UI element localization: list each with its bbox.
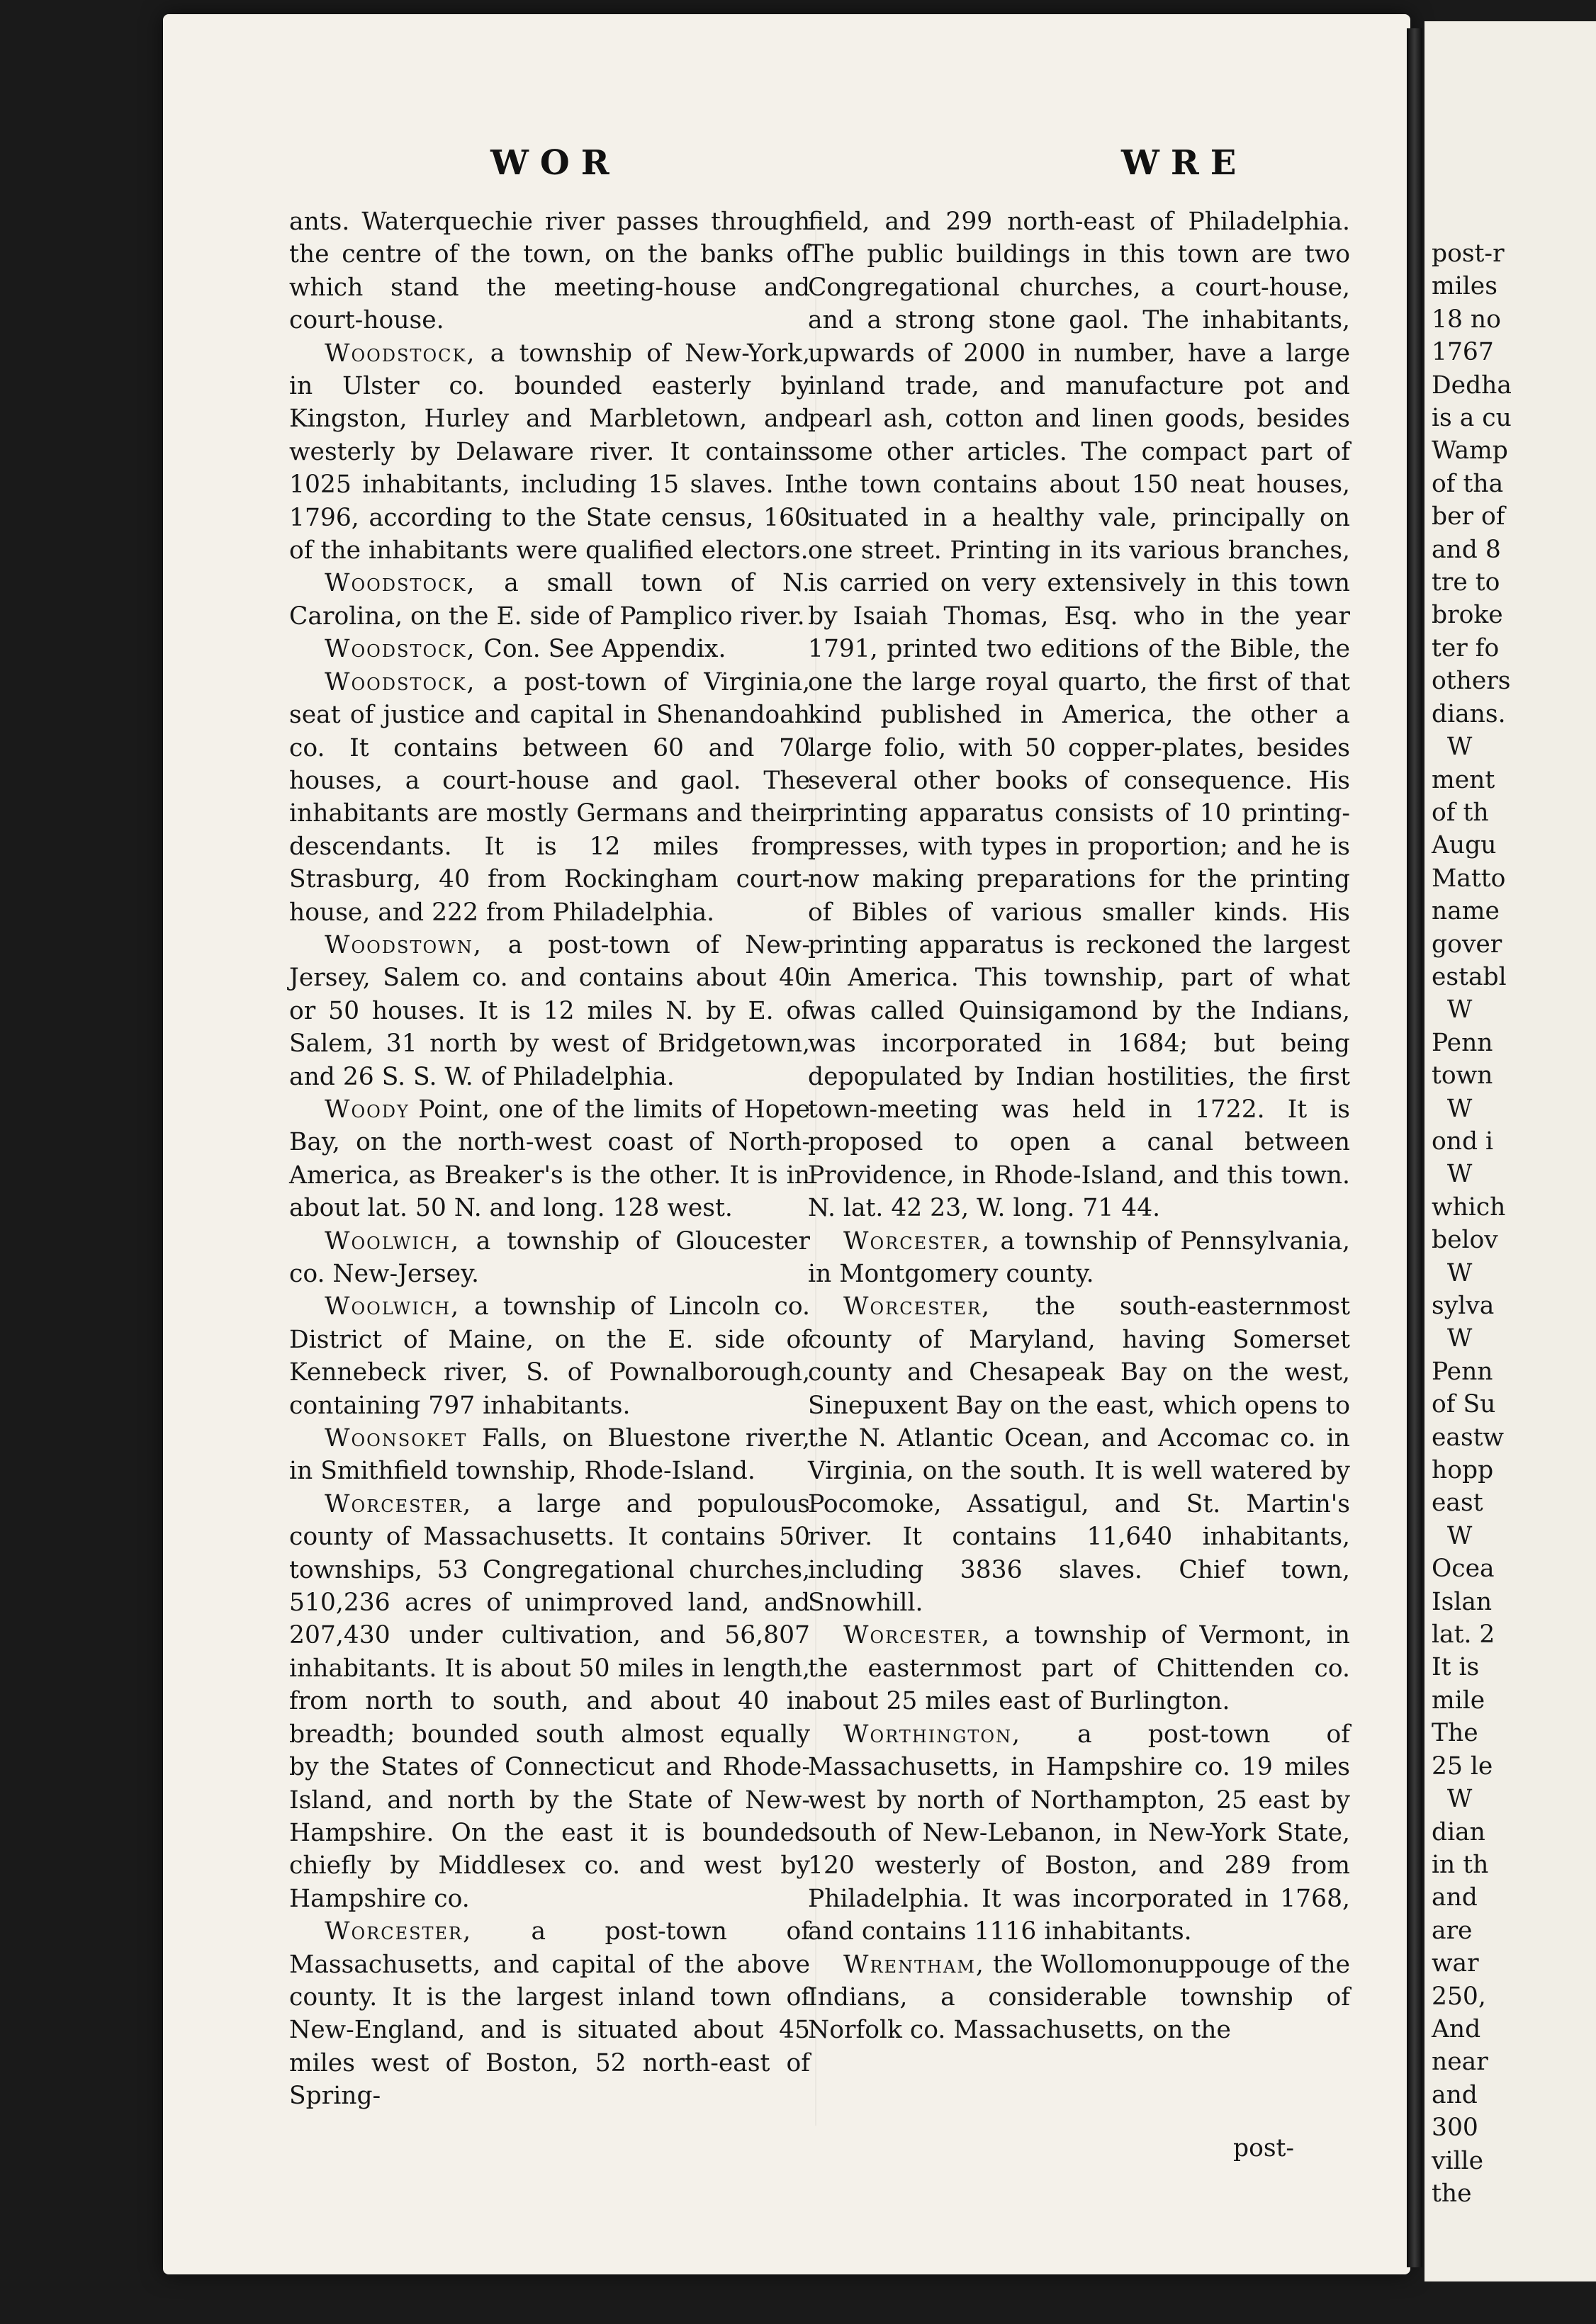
gazetteer-entry bbox=[289, 1225, 810, 1291]
entry-headword: Woolwich, bbox=[325, 1292, 461, 1321]
entry-headword: Woodstown, bbox=[325, 930, 483, 959]
running-head-left: WOR bbox=[490, 143, 621, 183]
entry-text: a township of Gloucester co. New-Jersey. bbox=[289, 1226, 810, 1288]
entry-text: a township of Lincoln co. District of Maine, on the E. side of Kennebeck river, S. of Pownalborough, containing 797 inhabitants. bbox=[289, 1292, 810, 1420]
gazetteer-entry bbox=[289, 1422, 810, 1488]
facing-page-fragment bbox=[1424, 21, 1596, 2281]
entry-text: Point, one of the limits of Hope Bay, on the north-west coast of North-America, as Breaker's is the other. It is in about lat. 50 N. and long. 128 west. bbox=[289, 1095, 810, 1223]
gazetteer-entry bbox=[808, 1948, 1350, 2047]
gazetteer-entry bbox=[808, 1619, 1350, 1717]
entry-headword: Worcester, bbox=[843, 1292, 991, 1321]
entry-text: a small town of N. Carolina, on the E. side of Pamplico river. bbox=[289, 569, 810, 631]
entry-text: a township of Vermont, in the easternmost part of Chittenden co. about 25 miles east of Burlington. bbox=[808, 1621, 1350, 1716]
entry-headword: Woodstock, bbox=[325, 569, 476, 598]
gazetteer-entry bbox=[289, 1915, 810, 2112]
gazetteer-entry bbox=[289, 567, 810, 633]
gazetteer-entry bbox=[289, 666, 810, 929]
gazetteer-entry bbox=[808, 1718, 1350, 1948]
entry-headword: Worthington, bbox=[843, 1720, 1022, 1749]
entry-text: a post-town of New-Jersey, Salem co. and contains about 40 or 50 houses. It is 12 miles N. by E. of Salem, 31 north by west of Bridgetown, and 26 S. S. W. of Philadelphia. bbox=[289, 930, 810, 1091]
entry-text: ants. Waterquechie river passes through the centre of the town, on the banks of which stand the meeting-house and court-house. bbox=[289, 208, 810, 335]
facing-page-text: post-r miles 18 no 1767 Dedha is a cu Wamp of tha ber of and 8 tre to broke ter fo others dians. W ment of th Augu Matto name gover establ W Penn town W ond i W which belov W sylva W Penn of Su eastw hopp east W Ocea Islan lat. 2 It is mile The 25 le W dian in th and are war 250, And near and 300 ville the bbox=[1432, 239, 1512, 2208]
entry-text: field, and 299 north-east of Philadelphia. The public buildings in this town are two Congregational churches, a court-house, and a strong stone gaol. The inhabitants, upwards of 2000 in number, have a large inland trade, and manufacture pot and pearl ash, cotton and linen goods, besides some other articles. The compact part of the town contains about 150 neat houses, situated in a healthy vale, principally on one street. Printing in its various branches, is carried on very extensively in this town by Isaiah Thomas, Esq. who in the year 1791, printed two editions of the Bible, the one the large royal quarto, the first of that kind published in America, the other a large folio, with 50 copper-plates, besides several other books of consequence. His printing apparatus consists of 10 printing-presses, with types in proportion; and he is now making preparations for the printing of Bibles of various smaller kinds. His printing apparatus is reckoned the largest in America. This township, part of what was called Quinsigamond by the Indians, was incorporated in 1684; but being depopulated by Indian hostilities, the first town-meeting was held in 1722. It is proposed to open a canal between Providence, in Rhode-Island, and this town. N. lat. 42 23, W. long. 71 44. bbox=[808, 208, 1350, 1223]
gazetteer-entry bbox=[808, 205, 1350, 1225]
gazetteer-entry bbox=[289, 929, 810, 1093]
entry-headword: Worcester, bbox=[325, 1489, 473, 1518]
gazetteer-entry bbox=[289, 205, 810, 337]
entry-text: a post-town of Massachusetts, and capital of the above county. It is the largest inland town of New-England, and is situated about 45 miles west of Boston, 52 north-east of Spring- bbox=[289, 1917, 810, 2111]
entry-text: a township of Pennsylvania, in Montgomery county. bbox=[808, 1226, 1350, 1288]
gazetteer-entry bbox=[808, 1290, 1350, 1619]
entry-text: Con. See Appendix. bbox=[476, 635, 726, 664]
entry-headword: Worcester, bbox=[843, 1226, 991, 1256]
gazetteer-entry bbox=[289, 633, 810, 665]
entry-headword: Wrentham, bbox=[843, 1950, 985, 1979]
entry-text: the south-easternmost county of Maryland, having Somerset county and Chesapeak Bay on the west, Sinepuxent Bay on the east, which opens to the N. Atlantic Ocean, and Accomac co. in Virginia, on the south. It is well watered by Pocomoke, Assatigul, and St. Martin's river. It contains 11,640 inhabitants, including 3836 slaves. Chief town, Snowhill. bbox=[808, 1292, 1350, 1618]
entry-headword: Worcester, bbox=[843, 1621, 991, 1650]
gazetteer-entry bbox=[289, 1093, 810, 1225]
right-column bbox=[808, 205, 1350, 2047]
entry-headword: Woodstock, bbox=[325, 635, 476, 664]
entry-headword: Woody bbox=[325, 1095, 410, 1124]
running-head-right: WRE bbox=[1121, 143, 1248, 183]
entry-text: a post-town of Massachusetts, in Hampshire co. 19 miles west by north of Northampton, 25 east by south of New-Lebanon, in New-York State, 120 westerly of Boston, and 289 from Philadelphia. It was incorporated in 1768, and contains 1116 inhabitants. bbox=[808, 1720, 1350, 1946]
entry-headword: Woonsoket bbox=[325, 1424, 468, 1453]
entry-text: a large and populous county of Massachusetts. It contains 50 townships, 53 Congregational churches, 510,236 acres of unimproved land, and 207,430 under cultivation, and 56,807 inhabitants. It is about 50 miles in length, from north to south, and about 40 in breadth; bounded south almost equally by the States of Connecticut and Rhode-Island, and north by the State of New-Hampshire. On the east it is bounded chiefly by Middlesex co. and west by Hampshire co. bbox=[289, 1489, 810, 1913]
gazetteer-entry bbox=[289, 337, 810, 568]
entry-text: a township of New-York, in Ulster co. bounded easterly by Kingston, Hurley and Marbletown, and westerly by Delaware river. It contains 1025 inhabitants, including 15 slaves. In 1796, according to the State census, 160 of the inhabitants were qualified electors. bbox=[289, 339, 810, 565]
catchword: post- bbox=[1233, 2134, 1295, 2162]
entry-headword: Woodstock, bbox=[325, 667, 476, 696]
gazetteer-entry bbox=[289, 1488, 810, 1915]
gazetteer-entry bbox=[808, 1225, 1350, 1291]
entry-headword: Woodstock, bbox=[325, 339, 476, 368]
gazetteer-entry bbox=[289, 1290, 810, 1422]
entry-text: the Wollomonuppouge of the Indians, a considerable township of Norfolk co. Massachusetts, on the bbox=[808, 1950, 1350, 2045]
entry-text: a post-town of Virginia, seat of justice and capital in Shenandoah co. It contains between 60 and 70 houses, a court-house and gaol. The inhabitants are mostly Germans and their descendants. It is 12 miles from Strasburg, 40 from Rockingham court-house, and 222 from Philadelphia. bbox=[289, 667, 810, 927]
book-spine bbox=[1407, 28, 1422, 2267]
entry-text: Falls, on Bluestone river, in Smithfield township, Rhode-Island. bbox=[289, 1424, 810, 1486]
left-column bbox=[289, 205, 810, 2113]
entry-headword: Woolwich, bbox=[325, 1226, 461, 1256]
entry-headword: Worcester, bbox=[325, 1917, 473, 1946]
